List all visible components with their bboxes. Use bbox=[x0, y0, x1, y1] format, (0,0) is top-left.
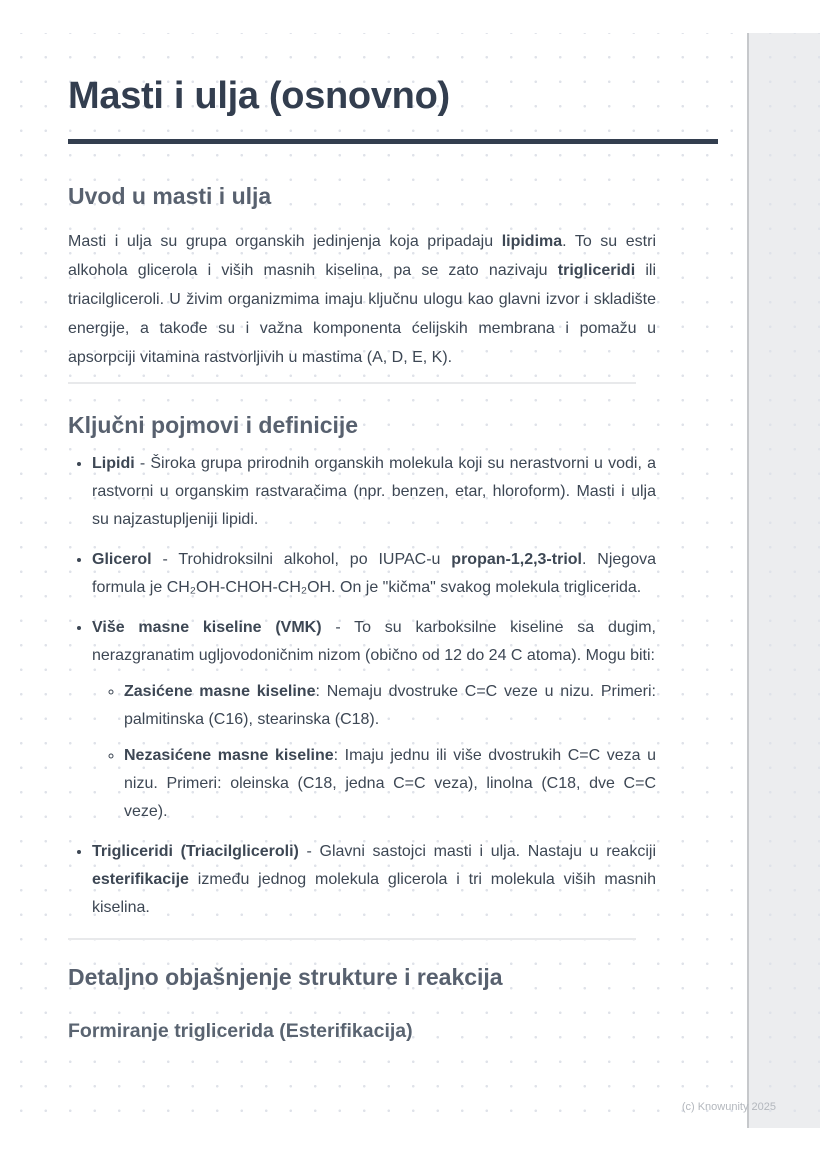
page-content bbox=[68, 0, 718, 1044]
intro-paragraph: Masti i ulja su grupa organskih jedinjenja koja pripadaju lipidima. To su estri alkohola glicerola i viših masnih kiselina, pa se zato nazivaju trigliceridi ili triacilgliceroli. U živim organizmima imaju ključnu ulogu kao glavni izvor i skladište energije, a takođe su i važna komponenta ćelijskih membrana i pomažu u apsorpciji vitamina rastvorljivih u mastima (A, D, E, K). bbox=[68, 233, 657, 366]
section-heading-intro: Uvod u masti i ulja bbox=[68, 183, 272, 209]
list-item-text: Više masne kiseline (VMK) - To su karboksilne kiseline sa dugim, nerazgranatim ugljovodoničnim nizom (obično od 12 do 24 C atoma). Mogu biti: bbox=[92, 619, 656, 664]
list-item-text: Trigliceridi (Triacilgliceroli) - Glavni sastojci masti i ulja. Nastaju u reakciji esterifikacije između jednog molekula glicerola i tri molekula viših masnih kiselina. bbox=[92, 843, 656, 916]
section-divider bbox=[68, 938, 636, 940]
fatty-acid-sublist bbox=[92, 678, 656, 826]
section-divider bbox=[68, 382, 636, 384]
title-rule bbox=[68, 139, 718, 144]
sub-list-item-text: Zasićene masne kiseline: Nemaju dvostruke C=C veze u nizu. Primeri: palmitinska (C16), stearinska (C18). bbox=[124, 683, 656, 728]
sub-list-item-text: Nezasićene masne kiseline: Imaju jednu ili više dvostrukih C=C veza u nizu. Primeri: oleinska (C18, jedna C=C veza), linolna (C18, dve C=C veze). bbox=[124, 747, 657, 820]
list-item-text: Glicerol - Trohidroksilni alkohol, po IUPAC-u propan-1,2,3-triol. Njegova formula je CH₂OH-CHOH-CH₂OH. On je "kičma" svakog molekula triglicerida. bbox=[92, 551, 657, 596]
page-edge-band bbox=[747, 33, 820, 1128]
page-title: Masti i ulja (osnovno) bbox=[68, 75, 450, 117]
sub-list-item-zasicene bbox=[124, 678, 656, 734]
list-item-text: Lipidi - Široka grupa prirodnih organskih molekula koji su nerastvorni u vodi, a rastvorni u organskim rastvaračima (npr. benzen, etar, hloroform). Masti i ulja su najzastupljeniji lipidi. bbox=[92, 455, 656, 528]
key-terms-list bbox=[68, 450, 656, 922]
section-heading-details: Detaljno objašnjenje strukture i reakcija bbox=[68, 964, 503, 990]
section-heading-key-terms: Ključni pojmovi i definicije bbox=[68, 412, 359, 438]
list-item-lipidi bbox=[92, 450, 656, 534]
sub-list-item-nezasicene bbox=[124, 742, 656, 826]
copyright-footer: (c) Knowunity 2025 bbox=[681, 1101, 776, 1113]
subsection-heading-esterification: Formiranje triglicerida (Esterifikacija) bbox=[68, 1020, 413, 1042]
list-item-glicerol bbox=[92, 546, 656, 602]
list-item-vmk bbox=[92, 614, 656, 826]
list-item-trigliceridi bbox=[92, 838, 656, 922]
